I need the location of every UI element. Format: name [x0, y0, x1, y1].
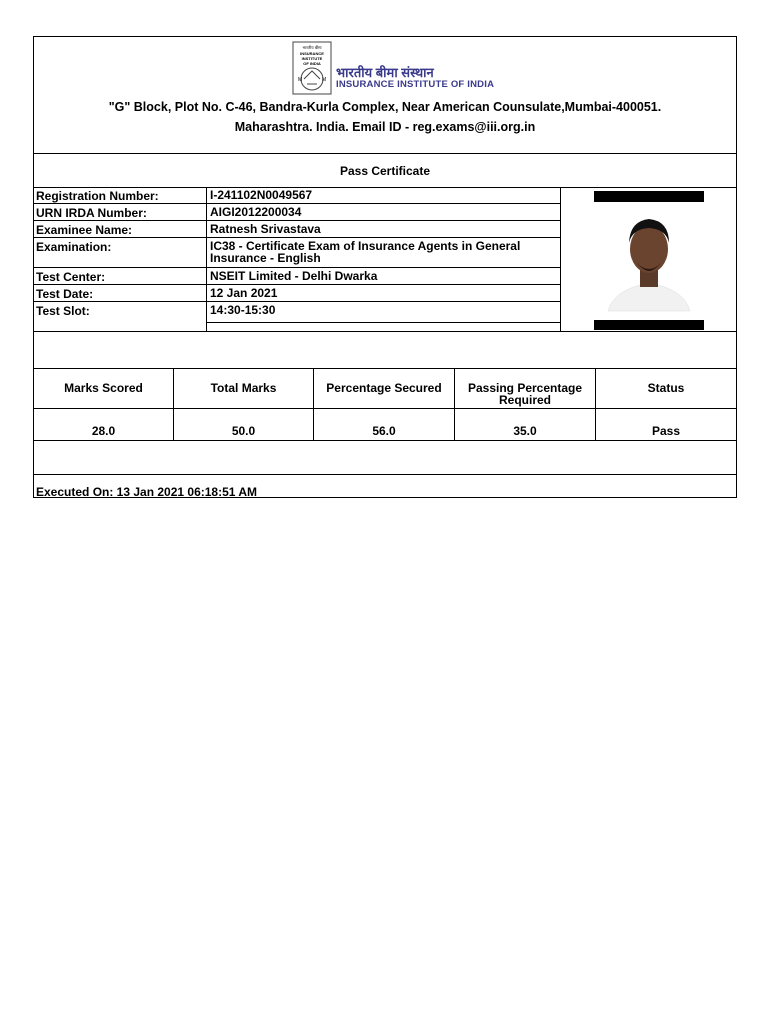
svg-text:OF INDIA: OF INDIA	[303, 61, 321, 66]
detail-value: I-241102N0049567	[210, 188, 313, 202]
marks-col-status	[596, 368, 736, 440]
detail-value: NSEIT Limited - Delhi Dwarka	[210, 269, 378, 283]
marks-header: Passing Percentage Required	[467, 381, 583, 407]
marks-col-total	[174, 368, 314, 440]
detail-row-urn	[34, 204, 560, 221]
marks-col-percentage	[314, 368, 455, 440]
detail-value: Ratnesh Srivastava	[210, 222, 321, 236]
detail-row-examination	[34, 238, 560, 268]
section-divider	[34, 331, 736, 332]
detail-label: Examination:	[36, 240, 112, 254]
institute-logo	[292, 41, 332, 95]
marks-col-passing	[455, 368, 596, 440]
detail-row-test-date	[34, 285, 560, 302]
address-line-1: "G" Block, Plot No. C-46, Bandra-Kurla Complex, Near American Counsulate,Mumbai-400051.	[108, 100, 662, 114]
marks-header: Marks Scored	[64, 381, 143, 395]
detail-value: IC38 - Certificate Exam of Insurance Agents in General Insurance - English	[210, 239, 521, 265]
detail-label: URN IRDA Number:	[36, 206, 147, 220]
detail-label: Test Center:	[36, 270, 106, 284]
marks-value: 28.0	[91, 424, 116, 438]
section-divider	[34, 440, 736, 441]
slot-underline	[207, 322, 560, 323]
detail-row-registration	[34, 187, 560, 204]
detail-value: AIGI2012200034	[210, 205, 302, 219]
logo-hindi-text: भारतीय बीमा संस्थान	[336, 65, 434, 80]
svg-text:INSTITUTE: INSTITUTE	[301, 56, 323, 61]
svg-text:भारतीय बीमा: भारतीय बीमा	[302, 45, 322, 50]
certificate-title: Pass Certificate	[34, 153, 736, 188]
marks-header: Percentage Secured	[326, 381, 442, 395]
marks-header: Total Marks	[210, 381, 277, 395]
marks-value: 35.0	[513, 424, 537, 438]
svg-text:M: M	[298, 77, 303, 83]
svg-text:INSURANCE: INSURANCE	[300, 51, 324, 56]
certificate-header	[34, 37, 736, 154]
address-line-2: Maharashtra. India. Email ID - reg.exams@iii.org.in	[234, 120, 536, 134]
marks-value: Pass	[651, 424, 681, 438]
detail-value: 14:30-15:30	[210, 303, 276, 317]
marks-header-divider	[34, 408, 736, 409]
detail-label: Test Date:	[36, 287, 94, 301]
marks-value: 56.0	[372, 424, 396, 438]
marks-table	[34, 368, 736, 440]
executed-on-text: Executed On: 13 Jan 2021 06:18:51 AM	[36, 485, 257, 499]
detail-value: 12 Jan 2021	[210, 286, 278, 300]
svg-text:M: M	[322, 77, 327, 83]
logo-english-text: INSURANCE INSTITUTE OF INDIA	[336, 79, 495, 90]
certificate-sheet	[33, 36, 737, 498]
detail-row-test-center	[34, 268, 560, 285]
examinee-photo	[594, 191, 704, 330]
photo-column-border	[560, 187, 561, 331]
detail-label: Test Slot:	[36, 304, 90, 318]
section-divider	[34, 474, 736, 475]
detail-row-test-slot	[34, 302, 560, 319]
detail-label: Registration Number:	[36, 189, 159, 203]
marks-header: Status	[647, 381, 685, 395]
detail-row-examinee	[34, 221, 560, 238]
detail-label: Examinee Name:	[36, 223, 133, 237]
marks-col-scored	[34, 368, 174, 440]
marks-value: 50.0	[231, 424, 256, 438]
